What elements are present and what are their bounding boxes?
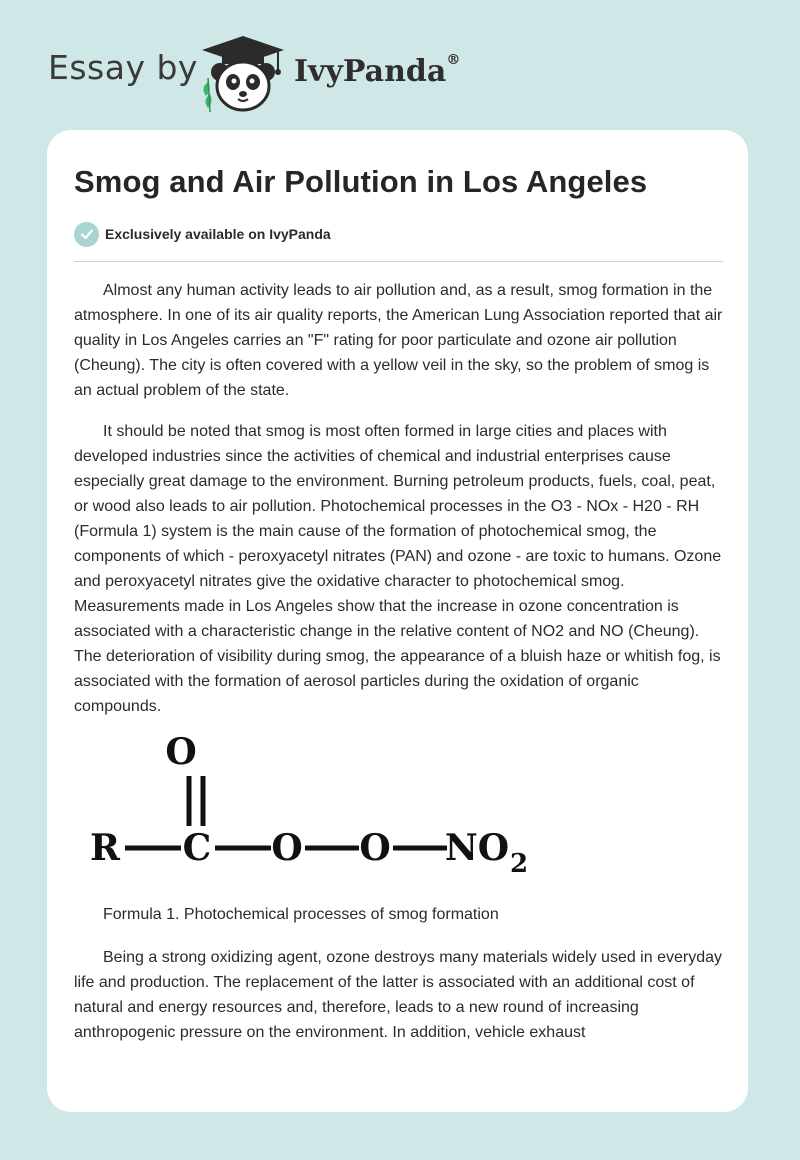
essay-by-label: Essay by: [48, 48, 198, 87]
paragraph: Being a strong oxidizing agent, ozone destroys many materials widely used in everyday life and production. The replacement of the latter is associated with an additional cost of natural and energy resources and, therefore, leads to a new round of increasing anthropogenic pressure on the environment. In addition, vehicle exhaust: [74, 949, 722, 1041]
registered-mark: ®: [446, 52, 461, 68]
paragraph: It should be noted that smog is most often formed in large cities and places with developed industries since the activities of chemical and industrial enterprises cause especially great damage to the environment. Burning petroleum products, fuels, coal, peat, or wood also leads to air pollution. Photochemical processes in the O3 - NOx - H20 - RH (Formula 1) system is the main cause of the formation of photochemical smog, the components of which - peroxyacetyl nitrates (PAN) and ozone - are toxic to humans. Ozone and peroxyacetyl nitrates give the oxidative character to photochemical smog. Measurements made in Los Angeles show that the increase in ozone concentration is associated with a characteristic change in the relative content of NO2 and NO (Cheung). The deterioration of visibility during smog, the appearance of a bluish haze or whitish fog, is associated with the formation of aerosol particles during the oxidation of organic compounds.: [74, 423, 722, 715]
divider: [74, 261, 723, 262]
formula-caption: Formula 1. Photochemical processes of smog formation: [103, 906, 499, 923]
check-icon: [74, 222, 99, 247]
formula-atom-o2: O: [359, 827, 391, 869]
formula-atom-no: NO: [444, 827, 510, 869]
formula-top-atom: O: [165, 734, 197, 773]
pan-structure-formula: [87, 734, 537, 884]
paragraph: Almost any human activity leads to air pollution and, as a result, smog formation in the atmosphere. In one of its air quality reports, the American Lung Association reported that air quality in Los Angeles carries an "F" rating for poor particulate and ozone air pollution (Cheung). The city is often covered with a yellow veil in the sky, so the problem of smog is an actual problem of the state.: [74, 282, 723, 399]
exclusive-badge: [74, 221, 331, 247]
brand-name[interactable]: IvyPanda®: [294, 52, 461, 89]
formula-atom-o1: O: [271, 827, 303, 869]
essay-card: [47, 130, 748, 1112]
panda-graduate-icon[interactable]: [198, 32, 288, 114]
badge-text: Exclusively available on IvyPanda: [105, 226, 331, 242]
formula-subscript: 2: [509, 849, 529, 879]
page-title: Smog and Air Pollution in Los Angeles: [74, 164, 648, 199]
formula-atom-r: R: [90, 827, 120, 869]
formula-atom-c: C: [182, 827, 212, 869]
site-header: [48, 28, 748, 118]
